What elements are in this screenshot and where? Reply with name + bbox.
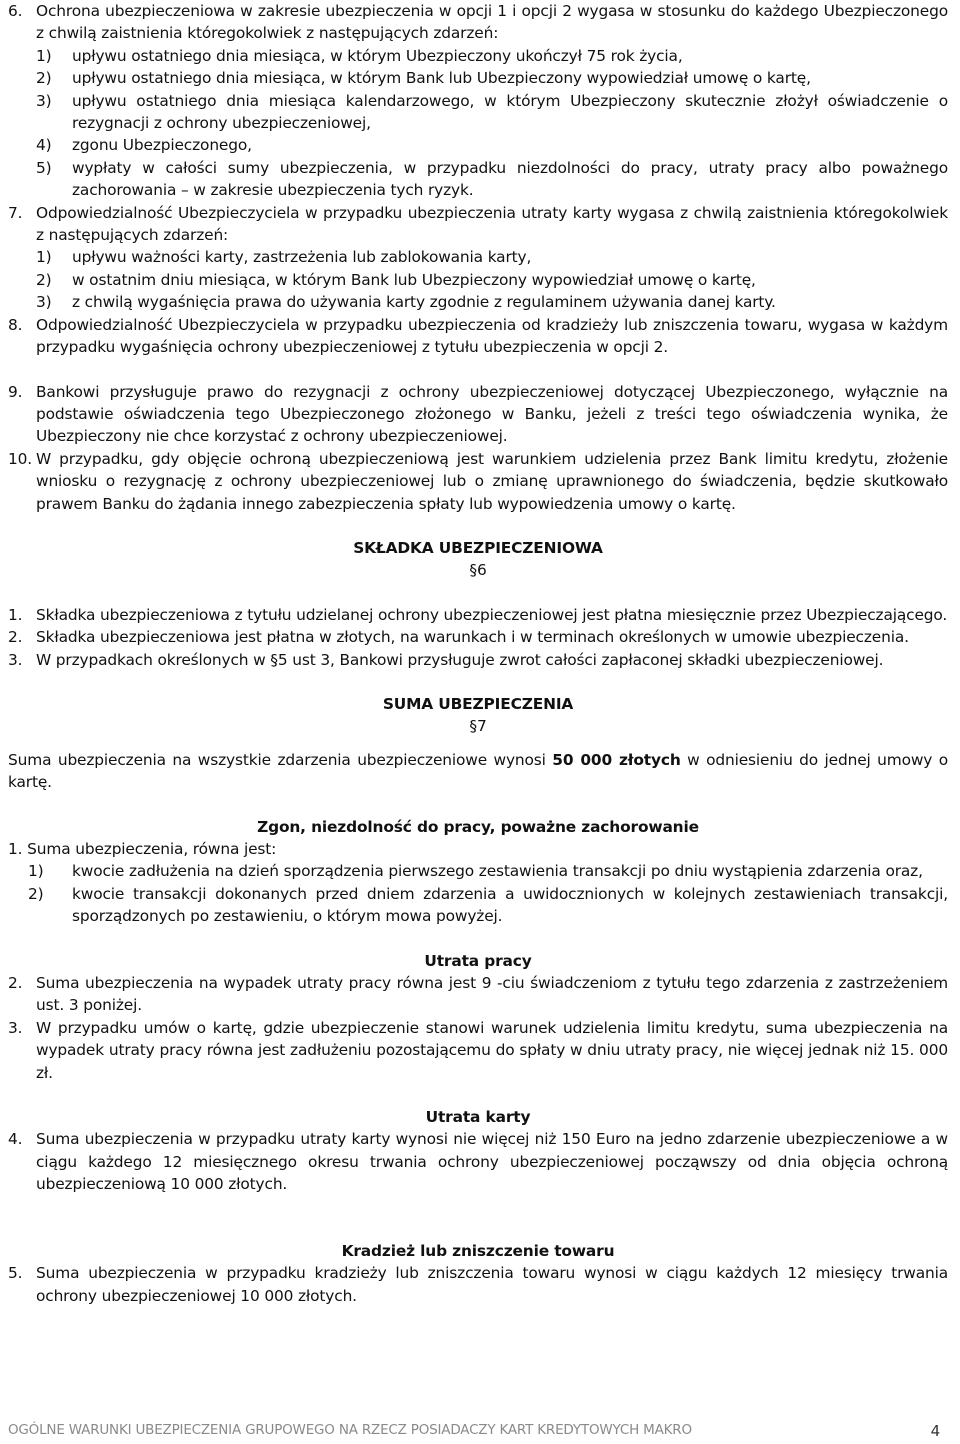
item-number: 2) <box>36 69 52 88</box>
page-footer <box>8 1422 940 1444</box>
subsection-title: Utrata pracy <box>424 951 532 970</box>
paragraph-8 <box>8 314 948 359</box>
page-number: 4 <box>930 1422 940 1440</box>
item-number: 1) <box>28 862 44 881</box>
item-text: upływu ostatniego dnia miesiąca, w którym Bank lub Ubezpieczony wypowiedział umowę o kartę, <box>72 69 811 88</box>
paragraph-text: Bankowi przysługuje prawo do rezygnacji z ochrony ubezpieczeniowej dotyczącej Ubezpieczonego, wyłącznie na podstawie oświadczenia tego Ubezpieczonego złożonego w Banku, jeżeli z treści tego oświadczenia wynika, że Ubezpieczony nie chce korzystać z ochrony ubezpieczeniowej. <box>36 382 948 446</box>
item-number: 2) <box>36 270 52 289</box>
section-paragraph-sign: §7 <box>469 717 487 736</box>
section-paragraph-sign: §6 <box>469 561 487 580</box>
subsection-title: Kradzież lub zniszczenie towaru <box>341 1241 615 1260</box>
paragraph-10 <box>8 448 948 515</box>
item-text: upływu ostatniego dnia miesiąca kalendarzowego, w którym Ubezpieczony skutecznie złożył oświadczenie o rezygnacji z ochrony ubezpieczeniowej, <box>72 91 948 133</box>
item-number: 3) <box>36 293 52 312</box>
list-item <box>8 134 948 156</box>
list-item <box>8 45 948 67</box>
subsection-lead: 1. Suma ubezpieczenia, równa jest: <box>8 840 277 858</box>
subsection-title: Zgon, niezdolność do pracy, poważne zachorowanie <box>257 817 699 836</box>
item-number: 2) <box>28 884 44 903</box>
item-number: 2. <box>8 628 23 647</box>
list-item <box>8 972 948 1017</box>
statement-text: w odniesieniu do jednej umowy o kartę. <box>8 750 948 792</box>
item-number: 1) <box>36 46 52 65</box>
paragraph-9 <box>8 381 948 448</box>
list-item <box>8 1262 948 1307</box>
paragraph-text: Odpowiedzialność Ubezpieczyciela w przypadku ubezpieczenia od kradzieży lub zniszczenia towaru, wygasa w każdym przypadku wygaśnięcia ochrony ubezpieczeniowej z tytułu ubezpieczenia w opcji 2. <box>36 315 948 357</box>
paragraph-7 <box>8 202 948 247</box>
list-item <box>8 649 948 671</box>
list-item <box>8 269 948 291</box>
item-text: W przypadku umów o kartę, gdzie ubezpieczenie stanowi warunek udzielenia limitu kredytu, suma ubezpieczenia na wypadek utraty pracy równa jest zadłużeniu pozostającemu do spłaty w dniu utraty pracy, nie więcej jednak niż 15. 000 zł. <box>36 1018 948 1082</box>
paragraph-number: 9. <box>8 382 23 401</box>
list-item <box>8 90 948 135</box>
list-item <box>8 1128 948 1195</box>
item-text: Suma ubezpieczenia w przypadku kradzieży lub zniszczenia towaru wynosi w ciągu każdych 12 miesięcy trwania ochrony ubezpieczeniowej 10 000 złotych. <box>36 1264 948 1305</box>
item-text: w ostatnim dniu miesiąca, w którym Bank lub Ubezpieczony wypowiedział umowę o kartę, <box>72 270 756 289</box>
paragraph-number: 6. <box>8 2 23 20</box>
item-text: W przypadkach określonych w §5 ust 3, Bankowi przysługuje zwrot całości zapłaconej składki ubezpieczeniowej. <box>36 650 884 669</box>
paragraph-text: Odpowiedzialność Ubezpieczyciela w przypadku ubezpieczenia utraty karty wygasa z chwilą zaistnienia któregokolwiek z następujących zdarzeń: <box>36 203 948 245</box>
list-item <box>8 626 948 648</box>
list-item <box>8 291 948 313</box>
item-text: upływu ostatniego dnia miesiąca, w którym Ubezpieczony ukończył 75 rok życia, <box>72 46 683 65</box>
item-text: Suma ubezpieczenia na wypadek utraty pracy równa jest 9 -ciu świadczeniom z tytułu tego zdarzenia z zastrzeżeniem ust. 3 poniżej. <box>36 974 948 1015</box>
list-item <box>8 883 948 928</box>
paragraph-6 <box>8 0 948 45</box>
item-number: 4) <box>36 136 52 155</box>
paragraph-text: W przypadku, gdy objęcie ochroną ubezpieczeniową jest warunkiem udzielenia przez Bank limitu kredytu, złożenie wniosku o rezygnację z ochrony ubezpieczeniowej lub o zmianę uprawnionego do świadczenia, będzie skutkowało prawem Banku do żądania innego zabezpieczenia spłaty lub wypowiedzenia umowy o kartę. <box>36 449 948 513</box>
item-text: zgonu Ubezpieczonego, <box>72 136 252 155</box>
item-text: Składka ubezpieczeniowa jest płatna w złotych, na warunkach i w terminach określonych w umowie ubezpieczenia. <box>36 628 909 647</box>
item-text: upływu ważności karty, zastrzeżenia lub zablokowania karty, <box>72 248 532 267</box>
item-number: 3. <box>8 1018 23 1037</box>
item-text: Suma ubezpieczenia w przypadku utraty karty wynosi nie więcej niż 150 Euro na jedno zdarzenie ubezpieczeniowe a w ciągu każdego 12 miesięcznego okresu trwania ochrony ubezpieczeniowej począwszy od dnia objęcia ochroną ubezpieczeniową 10 000 złotych. <box>36 1130 948 1194</box>
paragraph-number: 8. <box>8 315 23 334</box>
list-item <box>8 604 948 626</box>
item-number: 1. <box>8 605 23 624</box>
paragraph-text: Ochrona ubezpieczeniowa w zakresie ubezpieczenia w opcji 1 i opcji 2 wygasa w stosunku do każdego Ubezpieczonego z chwilą zaistnienia któregokolwiek z następujących zdarzeń: <box>36 2 948 43</box>
list-item <box>8 1017 948 1084</box>
sum-insured-statement <box>8 749 948 794</box>
item-text: wypłaty w całości sumy ubezpieczenia, w przypadku niezdolności do pracy, utraty pracy albo poważnego zachorowania – w zakresie ubezpieczenia tych ryzyk. <box>72 158 948 200</box>
item-number: 2. <box>8 974 23 993</box>
item-number: 3. <box>8 650 23 669</box>
section-title: SUMA UBEZPIECZENIA <box>382 694 574 713</box>
item-text: kwocie transakcji dokonanych przed dniem zdarzenia a uwidocznionych w kolejnych zestawieniach transakcji, sporządzonych po zestawieniu, o którym mowa powyżej. <box>72 884 948 926</box>
paragraph-number: 10. <box>8 449 33 468</box>
footer-title: OGÓLNE WARUNKI UBEZPIECZENIA GRUPOWEGO NA RZECZ POSIADACZY KART KREDYTOWYCH MAKRO <box>8 1422 692 1438</box>
item-number: 5. <box>8 1264 23 1283</box>
item-text: z chwilą wygaśnięcia prawa do używania karty zgodnie z regulaminem używania danej karty. <box>72 293 776 312</box>
list-item <box>8 157 948 202</box>
item-text: kwocie zadłużenia na dzień sporządzenia pierwszego zestawienia transakcji po dniu wystąpienia zdarzenia oraz, <box>72 862 923 881</box>
item-number: 1) <box>36 248 52 267</box>
sum-amount: 50 000 złotych <box>552 750 681 769</box>
statement-text: Suma ubezpieczenia na wszystkie zdarzenia ubezpieczeniowe wynosi <box>8 750 553 769</box>
item-number: 3) <box>36 91 52 110</box>
list-item <box>8 860 948 882</box>
item-text: Składka ubezpieczeniowa z tytułu udzielanej ochrony ubezpieczeniowej jest płatna miesięcznie przez Ubezpieczającego. <box>36 605 948 624</box>
list-item <box>8 246 948 268</box>
item-number: 4. <box>8 1130 23 1149</box>
list-item <box>8 67 948 89</box>
subsection-title: Utrata karty <box>425 1108 531 1127</box>
document-body <box>8 0 948 1307</box>
item-number: 5) <box>36 158 52 177</box>
section-title: SKŁADKA UBEZPIECZENIOWA <box>353 538 603 557</box>
paragraph-number: 7. <box>8 203 23 222</box>
